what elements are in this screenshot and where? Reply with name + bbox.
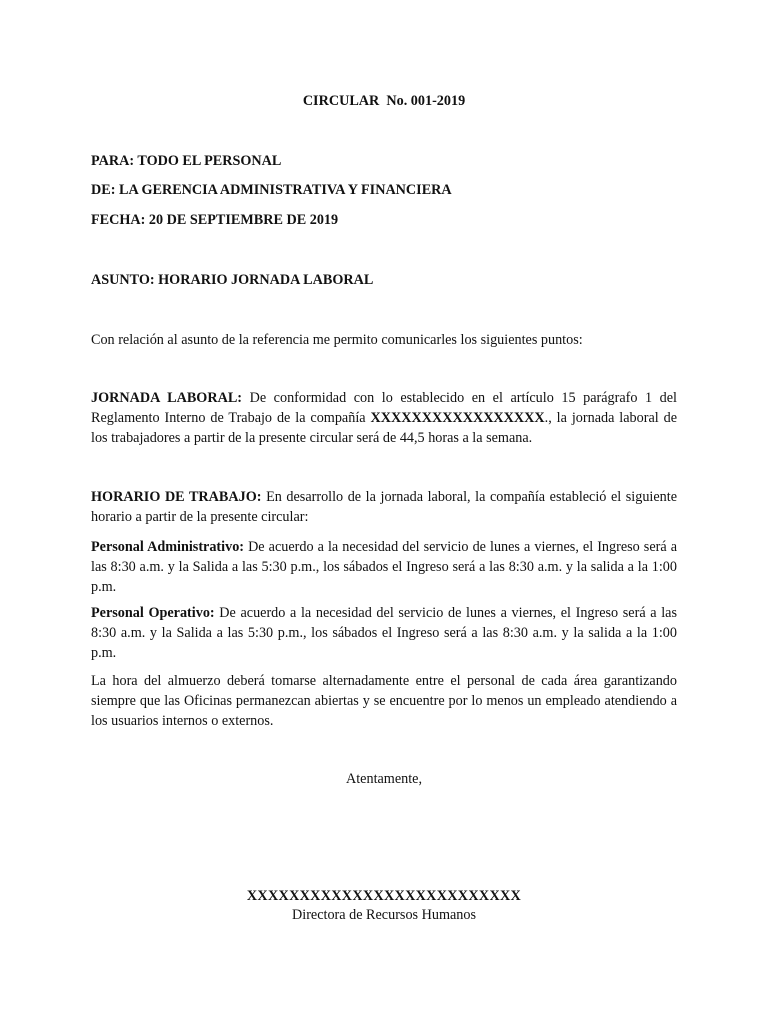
almuerzo-paragraph: La hora del almuerzo deberá tomarse alternadamente entre el personal de cada área garantizando siempre que las Oficinas permanezcan abiertas y se encuentre por lo menos un empleado atendiendo a los usuarios internos o externos. [91,673,677,729]
intro-paragraph: Con relación al asunto de la referencia me permito comunicarles los siguientes puntos: [91,332,583,348]
fecha-line: FECHA: 20 DE SEPTIEMBRE DE 2019 [91,212,339,228]
operativo-label: Personal Operativo: [91,605,215,621]
administrativo-paragraph [91,537,677,597]
asunto-line: ASUNTO: HORARIO JORNADA LABORAL [91,272,374,288]
circular-title: CIRCULAR No. 001-2019 [302,93,466,109]
company-name: XXXXXXXXXXXXXXXXX [370,410,545,426]
operativo-text: De acuerdo a la necesidad del servicio de lunes a viernes, el Ingreso será a las 8:30 a.m. y la Salida a las 5:30 p.m., los sábados el Ingreso será a las 8:30 a.m. y la salida a la 1:00 p.m. [91,605,677,661]
administrativo-text: De acuerdo a la necesidad del servicio de lunes a viernes, el Ingreso será a las 8:30 a.m. y la Salida a las 5:30 p.m., los sábados el Ingreso será a las 8:30 a.m. y la salida a la 1:00 p.m. [91,539,677,595]
administrativo-label: Personal Administrativo: [91,539,245,555]
horario-paragraph [91,487,677,527]
horario-label: HORARIO DE TRABAJO: [91,489,262,505]
jornada-label: JORNADA LABORAL: [91,390,243,406]
closing-text: Atentamente, [345,771,423,787]
signature-title: Directora de Recursos Humanos [292,907,476,923]
jornada-text-after: ., la jornada laboral de los trabajadores a partir de la presente circular será de 44,5 horas a la semana. [91,410,677,446]
horario-text: En desarrollo de la jornada laboral, la compañía estableció el siguiente horario a partir de la presente circular: [91,489,678,525]
para-line: PARA: TODO EL PERSONAL [91,153,282,169]
operativo-paragraph [91,603,677,663]
de-line: DE: LA GERENCIA ADMINISTRATIVA Y FINANCIERA [91,182,452,198]
jornada-text-before: De conformidad con lo establecido en el artículo 15 parágrafo 1 del Reglamento Interno de Trabajo de la compañía [91,390,677,426]
signature-name: XXXXXXXXXXXXXXXXXXXXXXXXXX [246,888,522,904]
jornada-paragraph [91,388,677,448]
